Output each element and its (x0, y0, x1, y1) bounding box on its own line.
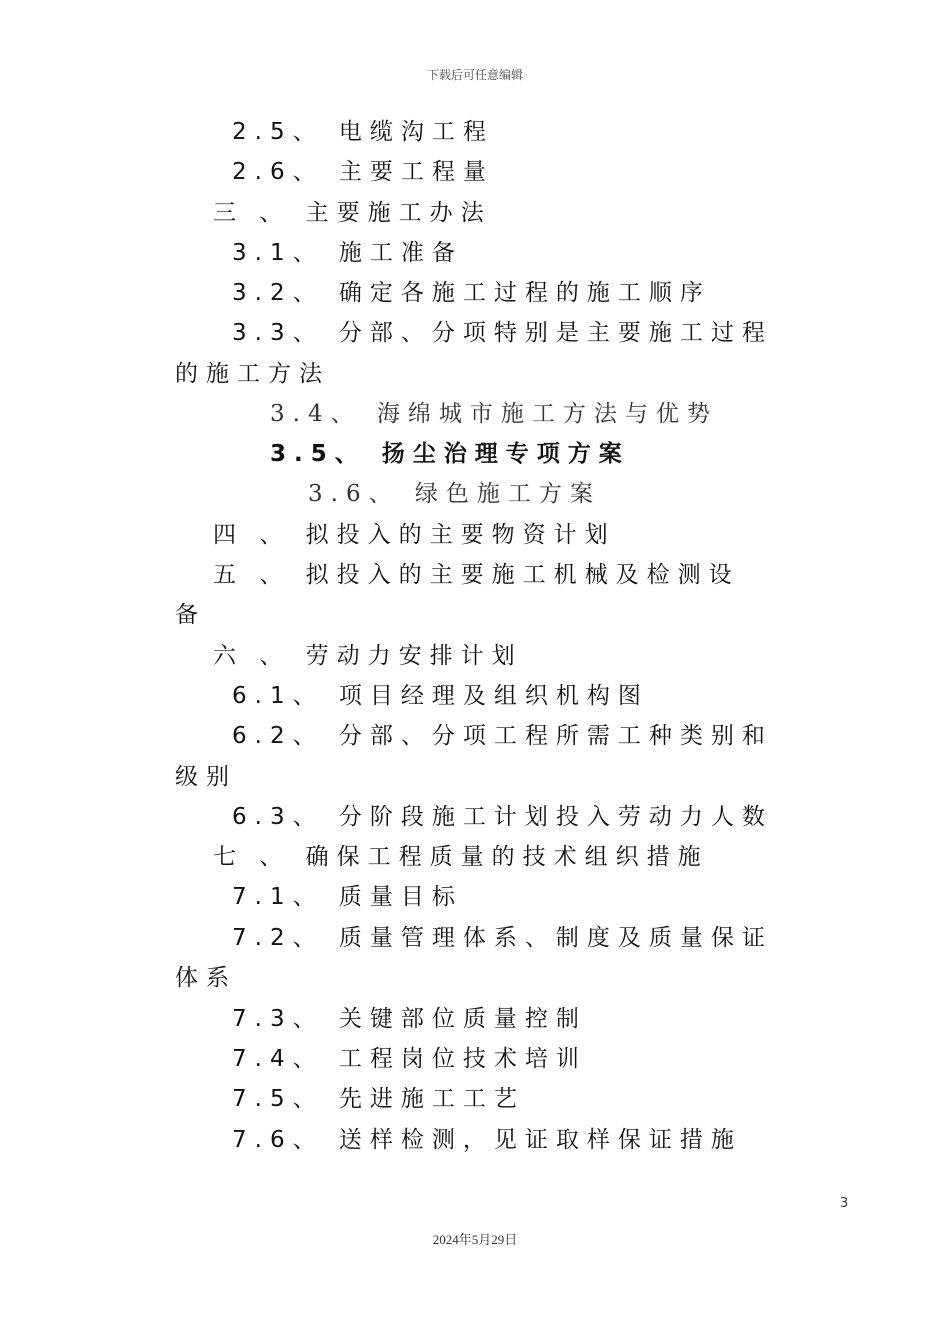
toc-item-3-4: 3.4、 海绵城市施工方法与优势 (270, 401, 718, 427)
toc-item-7-2: 7.2、 质量管理体系、制度及质量保证 (232, 925, 773, 951)
toc-item-2-6: 2.6、 主要工程量 (232, 159, 494, 185)
toc-item-7-4: 7.4、 工程岗位技术培训 (232, 1046, 587, 1072)
page-footer-date: 2024年5月29日 (432, 1232, 518, 1247)
page-number: 3 (840, 1196, 849, 1211)
toc-item-3-3-continued: 的施工方法 (175, 361, 330, 387)
toc-section-6: 六 、 劳动力安排计划 (213, 643, 523, 669)
toc-item-3-2: 3.2、 确定各施工过程的施工顺序 (232, 280, 711, 306)
toc-item-3-5: 3.5、 扬尘治理专项方案 (270, 441, 630, 467)
toc-item-3-3: 3.3、 分部、分项特别是主要施工过程 (232, 320, 773, 346)
toc-section-3: 三 、 主要施工办法 (213, 200, 492, 226)
toc-section-4: 四 、 拟投入的主要物资计划 (213, 522, 616, 548)
page-header: 下载后可任意编辑 (426, 68, 523, 82)
toc-item-7-5: 7.5、 先进施工工艺 (232, 1086, 525, 1112)
toc-section-5: 五 、 拟投入的主要施工机械及检测设 (213, 562, 740, 588)
toc-item-6-2: 6.2、 分部、分项工程所需工种类别和 (232, 723, 773, 749)
toc-item-6-3: 6.3、 分阶段施工计划投入劳动力人数 (232, 804, 773, 830)
toc-item-7-1: 7.1、 质量目标 (232, 884, 463, 910)
toc-item-6-1: 6.1、 项目经理及组织机构图 (232, 683, 649, 709)
toc-item-6-2-continued: 级别 (175, 764, 237, 790)
toc-section-7: 七 、 确保工程质量的技术组织措施 (213, 844, 709, 870)
toc-item-7-6: 7.6、 送样检测，见证取样保证措施 (232, 1127, 742, 1153)
toc-item-3-1: 3.1、 施工准备 (232, 240, 463, 266)
toc-item-3-6: 3.6、 绿色施工方案 (308, 481, 601, 507)
toc-item-7-3: 7.3、 关键部位质量控制 (232, 1006, 587, 1032)
toc-item-2-5: 2.5、 电缆沟工程 (232, 119, 494, 145)
toc-item-7-2-continued: 体系 (175, 965, 237, 991)
toc-section-5-continued: 备 (175, 602, 206, 628)
